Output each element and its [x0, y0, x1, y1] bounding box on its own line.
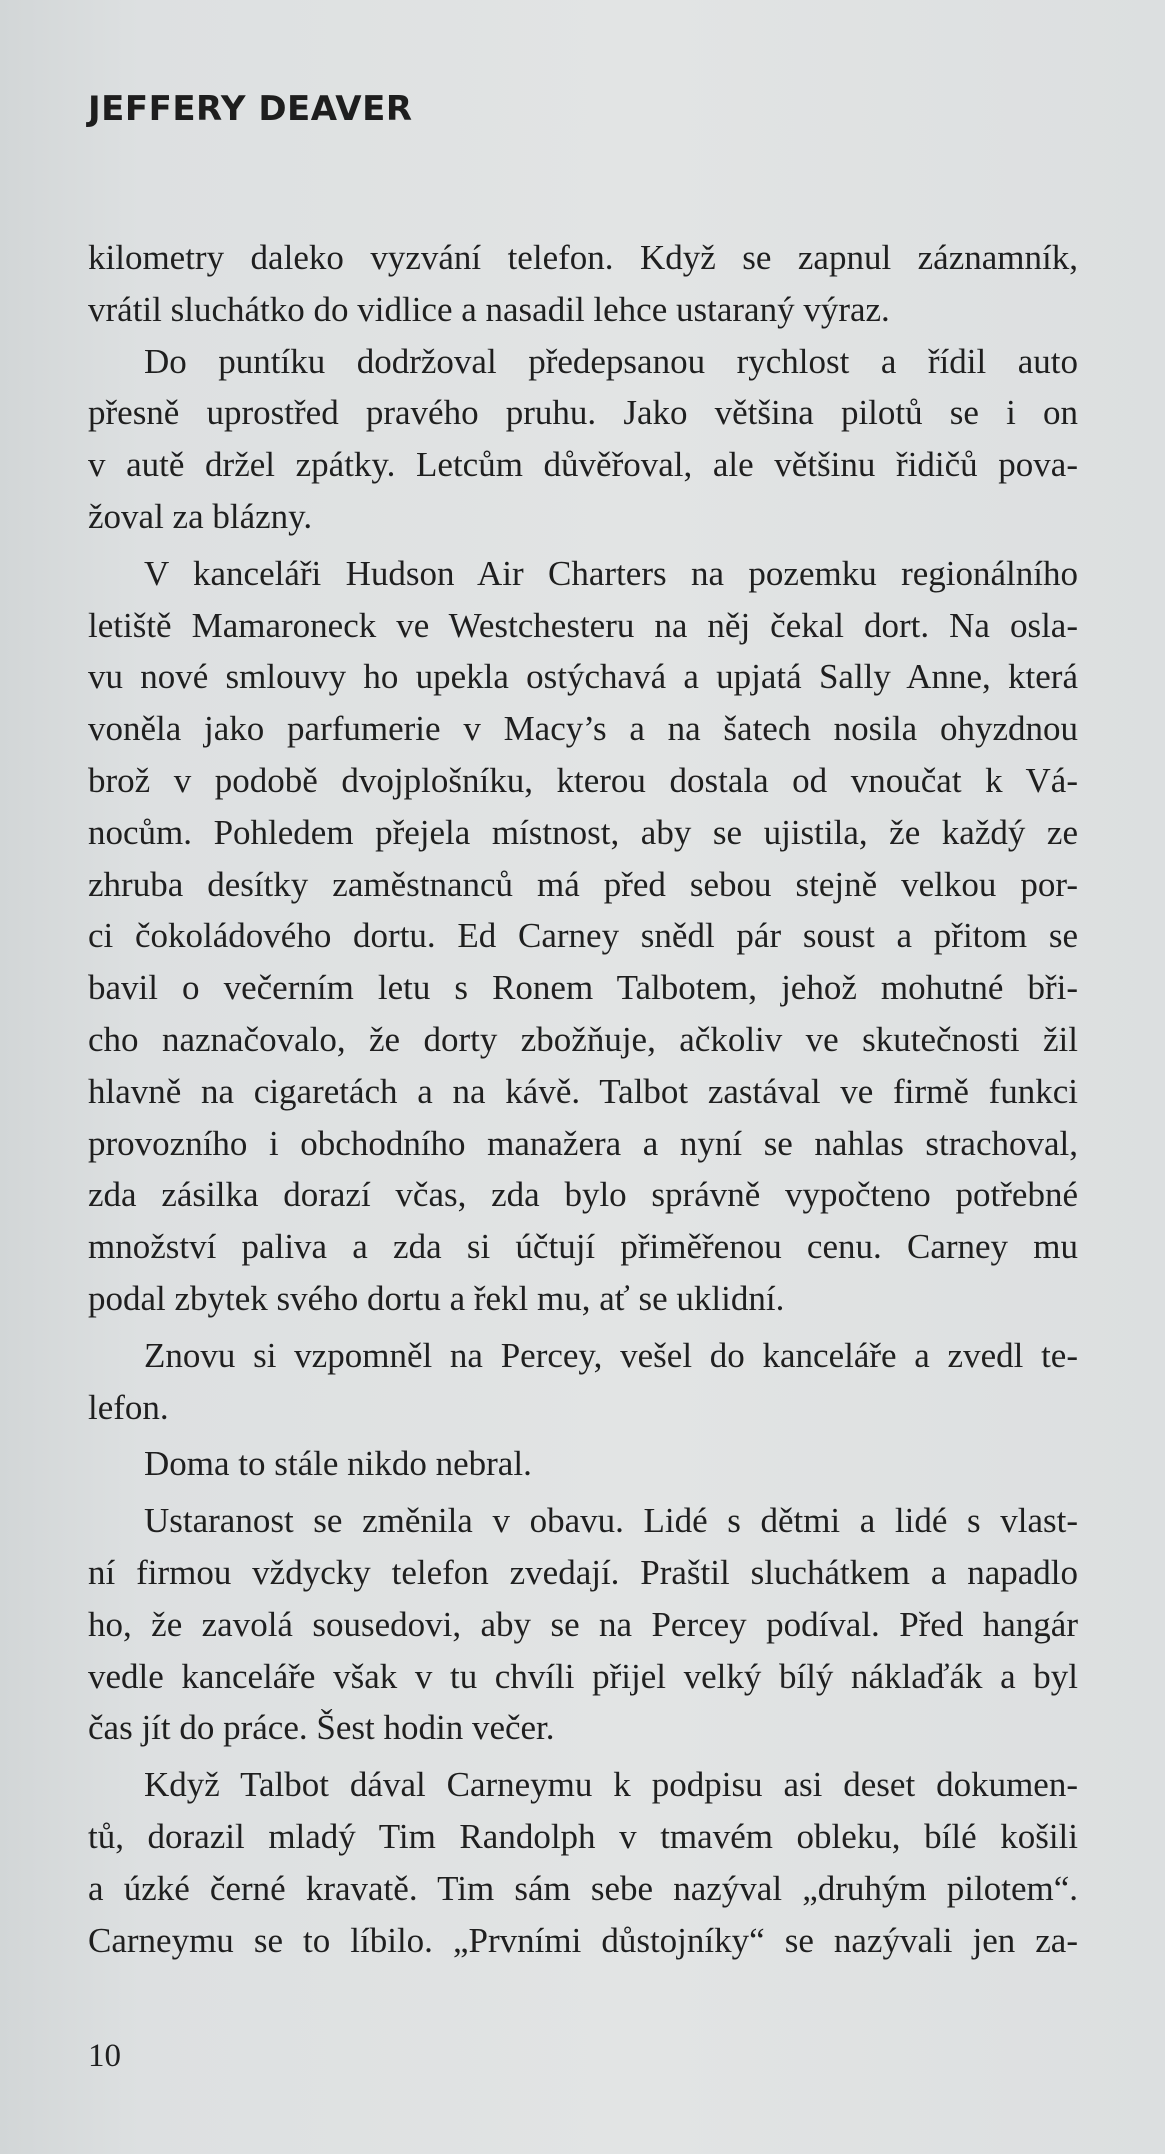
text-line: letiště Mamaroneck ve Westchesteru na něj čekal dort. Na osla-	[88, 605, 1078, 645]
text-line: zhruba desítky zaměstnanců má před sebou stejně velkou por-	[88, 864, 1078, 904]
text-line: Do puntíku dodržoval předepsanou rychlost a řídil auto	[144, 341, 1078, 381]
text-line: brož v podobě dvojplošníku, kterou dostala od vnoučat k Vá-	[88, 760, 1078, 800]
text-line: a úzké černé kravatě. Tim sám sebe nazýval „druhým pilotem“.	[88, 1868, 1078, 1908]
text-line: čas jít do práce. Šest hodin večer.	[88, 1708, 555, 1748]
text-line: Doma to stále nikdo nebral.	[144, 1444, 532, 1484]
text-line: Carneymu se to líbilo. „Prvními důstojníky“ se nazývali jen za-	[88, 1920, 1078, 1960]
text-line: bavil o večerním letu s Ronem Talbotem, jehož mohutné bři-	[88, 968, 1078, 1008]
text-line: kilometry daleko vyzvání telefon. Když se zapnul záznamník,	[88, 238, 1078, 277]
text-line: zda zásilka dorazí včas, zda bylo správně vypočteno potřebné	[88, 1175, 1078, 1215]
text-line: podal zbytek svého dortu a řekl mu, ať se uklidní.	[88, 1278, 785, 1318]
text-line: ho, že zavolá sousedovi, aby se na Percey podíval. Před hangár	[88, 1604, 1078, 1644]
text-line: hlavně na cigaretách a na kávě. Talbot zastával ve firmě funkci	[88, 1071, 1078, 1111]
page-number: 10	[88, 2038, 121, 2074]
running-header: JEFFERY DEAVER	[88, 89, 413, 129]
text-line: tů, dorazil mladý Tim Randolph v tmavém obleku, bílé košili	[88, 1816, 1078, 1856]
text-line: žoval za blázny.	[88, 496, 313, 536]
text-line: vedle kanceláře však v tu chvíli přijel velký bílý náklaďák a byl	[88, 1656, 1078, 1696]
text-line: Ustaranost se změnila v obavu. Lidé s dětmi a lidé s vlast-	[144, 1501, 1078, 1541]
text-line: vu nové smlouvy ho upekla ostýchavá a upjatá Sally Anne, která	[88, 657, 1078, 697]
text-line: cho naznačovalo, že dorty zbožňuje, ačkoliv ve skutečnosti žil	[88, 1019, 1078, 1059]
text-line: přesně uprostřed pravého pruhu. Jako většina pilotů se i on	[88, 393, 1078, 433]
text-line: vrátil sluchátko do vidlice a nasadil lehce ustaraný výraz.	[88, 289, 890, 329]
text-line: ní firmou vždycky telefon zvedají. Praštil sluchátkem a napadlo	[88, 1552, 1078, 1592]
text-line: nocům. Pohledem přejela místnost, aby se ujistila, že každý ze	[88, 812, 1078, 852]
text-line: ci čokoládového dortu. Ed Carney snědl pár soust a přitom se	[88, 916, 1078, 956]
text-line: v autě držel zpátky. Letcům důvěřoval, ale většinu řidičů pova-	[88, 445, 1078, 485]
text-line: Znovu si vzpomněl na Percey, vešel do kanceláře a zvedl te-	[144, 1335, 1078, 1375]
text-line: lefon.	[88, 1387, 169, 1427]
text-line: voněla jako parfumerie v Macy’s a na šatech nosila ohyzdnou	[88, 709, 1078, 749]
body-text	[88, 232, 1078, 1966]
text-line: V kanceláři Hudson Air Charters na pozemku regionálního	[144, 553, 1078, 593]
text-line: provozního i obchodního manažera a nyní se nahlas strachoval,	[88, 1123, 1078, 1163]
text-line: Když Talbot dával Carneymu k podpisu asi deset dokumen-	[144, 1765, 1078, 1805]
text-line: množství paliva a zda si účtují přiměřenou cenu. Carney mu	[88, 1227, 1078, 1267]
